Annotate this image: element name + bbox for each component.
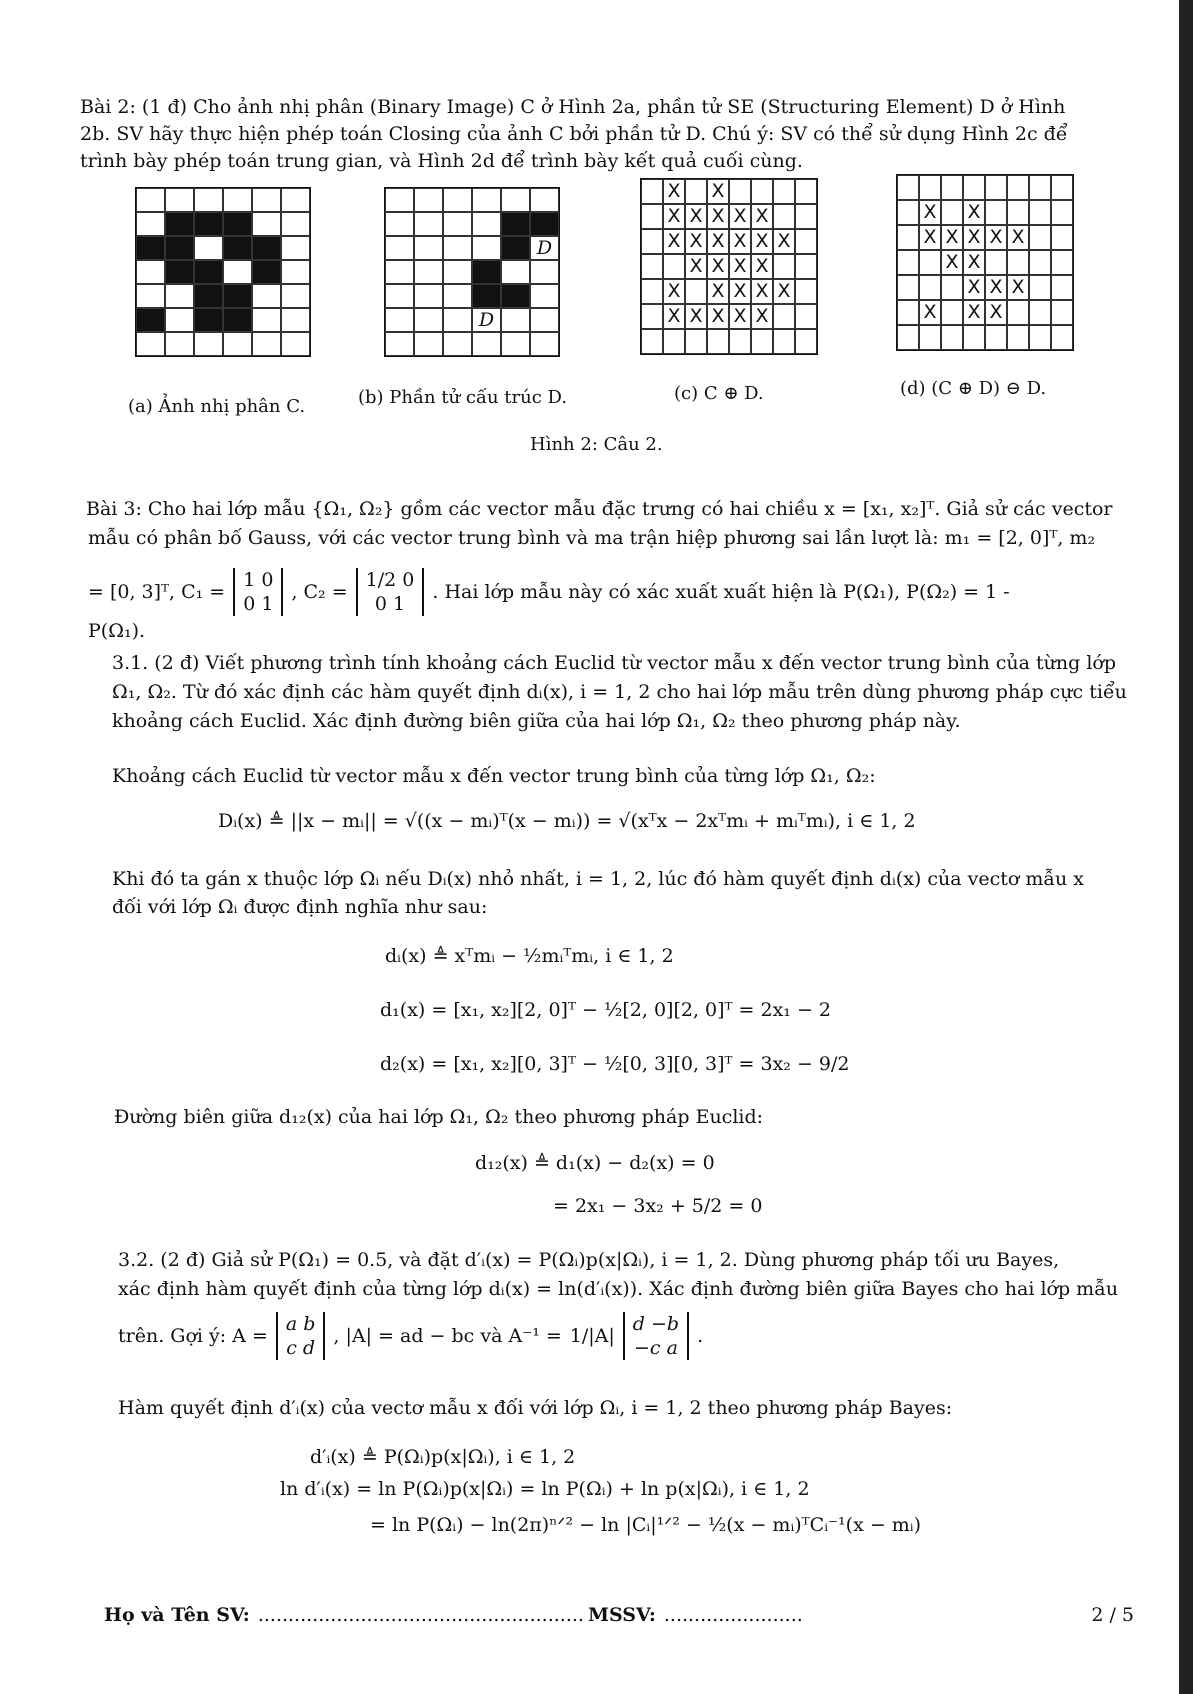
grid-d-cell (897, 325, 919, 350)
grid-c-cell (773, 304, 795, 329)
grid-c-cell: X (685, 204, 707, 229)
grid-a-cell (136, 332, 165, 356)
grid-c-cell (795, 179, 817, 204)
grid-d-cell (985, 325, 1007, 350)
bai3-line3-post: . Hai lớp mẫu này có xác xuất xuất hiện là P(Ω₁), P(Ω₂) = 1 - (432, 580, 1010, 603)
grid-d-cell (897, 200, 919, 225)
grid-a-cell (281, 284, 310, 308)
grid-b-cell (443, 332, 472, 356)
grid-c-cell (663, 329, 685, 354)
grid-d-cell (1051, 225, 1073, 250)
grid-d-cell (1029, 175, 1051, 200)
grid-c-cell (795, 304, 817, 329)
grid-c-cell (685, 179, 707, 204)
matrix-hint-inverse-row2: −c a (633, 1337, 678, 1359)
grid-b-cell (414, 284, 443, 308)
grid-c-cell: X (663, 179, 685, 204)
grid-a-cell (223, 284, 252, 308)
q31-line2: Ω₁, Ω₂. Từ đó xác định các hàm quyết định dᵢ(x), i = 1, 2 cho hai lớp mẫu trên dùng phương pháp cực tiểu (112, 681, 1127, 703)
grid-c-cell: X (685, 229, 707, 254)
grid-c-cell (773, 204, 795, 229)
grid-c-cell: X (751, 279, 773, 304)
grid-b-cell (530, 308, 559, 332)
grid-b-cell (530, 332, 559, 356)
grid-d-cell (897, 250, 919, 275)
grid-a-cell (252, 308, 281, 332)
grid-b-cell (385, 308, 414, 332)
figure-d-closing-grid (896, 174, 1074, 351)
grid-c-cell: X (663, 304, 685, 329)
matrix-c1-row1: 1 0 (243, 569, 274, 591)
grid-d-cell (1029, 300, 1051, 325)
grid-c-cell: X (751, 254, 773, 279)
grid-d-cell (1029, 200, 1051, 225)
grid-b-cell (501, 332, 530, 356)
grid-c-cell (751, 179, 773, 204)
grid-d-cell (941, 325, 963, 350)
footer (104, 1604, 1144, 1626)
figure-c-dilation-grid (640, 178, 818, 355)
grid-d-cell: X (919, 225, 941, 250)
grid-c-cell: X (707, 204, 729, 229)
grid-b-cell (530, 188, 559, 212)
equation-d12: d₁₂(x) ≜ d₁(x) − d₂(x) = 0 (475, 1152, 715, 1174)
figure-a-binary-image-grid (135, 187, 311, 357)
grid-c-cell: X (663, 279, 685, 304)
grid-c-cell (663, 254, 685, 279)
grid-a-cell (194, 188, 223, 212)
grid-a-cell (136, 284, 165, 308)
grid-b-cell (414, 236, 443, 260)
matrix-c2-row2: 0 1 (374, 593, 406, 615)
grid-a-cell (281, 332, 310, 356)
grid-a-cell (252, 188, 281, 212)
grid-b-cell (385, 332, 414, 356)
grid-d-cell: X (985, 300, 1007, 325)
grid-c-cell (729, 179, 751, 204)
grid-b-cell (414, 332, 443, 356)
grid-d-cell (1007, 200, 1029, 225)
grid-d-cell (963, 175, 985, 200)
grid-d-cell (919, 325, 941, 350)
grid-b-label-d-bottom: D (472, 308, 501, 332)
bai3-line1: Bài 3: Cho hai lớp mẫu {Ω₁, Ω₂} gồm các vector mẫu đặc trưng có hai chiều x = [x₁, x₂]ᵀ. Giả sử các vector (86, 498, 1113, 520)
grid-c-cell: X (729, 229, 751, 254)
grid-b-cell (443, 188, 472, 212)
answer-euclid-intro: Khoảng cách Euclid từ vector mẫu x đến vector trung bình của từng lớp Ω₁, Ω₂: (112, 765, 876, 787)
grid-b-cell (530, 212, 559, 236)
equation-bayes-1: d′ᵢ(x) ≜ P(Ωᵢ)p(x|Ωᵢ), i ∈ 1, 2 (310, 1446, 576, 1468)
grid-d-cell: X (919, 200, 941, 225)
matrix-c2-row1: 1/2 0 (365, 569, 415, 591)
grid-d-cell (985, 200, 1007, 225)
grid-b-cell (501, 188, 530, 212)
grid-a-cell (223, 188, 252, 212)
grid-d-cell (1051, 300, 1073, 325)
grid-a-cell (136, 188, 165, 212)
grid-d-cell (1007, 250, 1029, 275)
grid-d-cell (1051, 325, 1073, 350)
grid-b-cell (414, 308, 443, 332)
footer-mssv-label: MSSV: (587, 1604, 656, 1626)
grid-d-cell (1029, 225, 1051, 250)
grid-b-cell (501, 308, 530, 332)
grid-c-cell (751, 329, 773, 354)
grid-a-cell (136, 236, 165, 260)
grid-a-cell (223, 332, 252, 356)
grid-a-cell (252, 260, 281, 284)
grid-d-cell (941, 175, 963, 200)
grid-d-cell: X (941, 250, 963, 275)
bai3-line3 (88, 564, 1128, 620)
grid-b-cell (414, 260, 443, 284)
grid-a-cell (194, 284, 223, 308)
grid-a-cell (252, 236, 281, 260)
grid-c-cell (641, 254, 663, 279)
grid-d-cell (1029, 275, 1051, 300)
grid-c-cell: X (773, 229, 795, 254)
caption-d: (d) (C ⊕ D) ⊖ D. (900, 378, 1047, 399)
grid-c-cell: X (685, 304, 707, 329)
grid-d-cell: X (963, 200, 985, 225)
grid-a-cell (223, 260, 252, 284)
grid-b-cell (501, 260, 530, 284)
grid-b-cell (472, 284, 501, 308)
grid-a-cell (194, 332, 223, 356)
grid-d-cell (985, 175, 1007, 200)
grid-b-cell (530, 284, 559, 308)
grid-b-cell (501, 284, 530, 308)
grid-a-cell (194, 212, 223, 236)
answer-decision-line2: đối với lớp Ωᵢ được định nghĩa như sau: (112, 896, 488, 918)
grid-a-cell (136, 212, 165, 236)
matrix-hint-inverse (623, 1312, 689, 1360)
grid-b-cell (472, 212, 501, 236)
grid-d-cell (919, 250, 941, 275)
grid-c-cell (641, 179, 663, 204)
caption-b: (b) Phần tử cấu trúc D. (358, 387, 568, 408)
grid-b-cell (443, 236, 472, 260)
caption-c: (c) C ⊕ D. (674, 383, 764, 404)
matrix-hint-a-row2: c d (286, 1337, 316, 1359)
grid-d-cell: X (941, 225, 963, 250)
grid-d-cell: X (963, 250, 985, 275)
grid-a-cell (136, 308, 165, 332)
answer-boundary-intro: Đường biên giữa d₁₂(x) của hai lớp Ω₁, Ω₂ theo phương pháp Euclid: (114, 1106, 764, 1128)
grid-b-cell (472, 332, 501, 356)
answer-bayes-intro: Hàm quyết định d′ᵢ(x) của vectơ mẫu x đối với lớp Ωᵢ, i = 1, 2 theo phương pháp Bayes: (118, 1397, 953, 1419)
grid-c-cell (729, 329, 751, 354)
grid-b-cell (443, 308, 472, 332)
footer-name-label: Họ và Tên SV: (104, 1604, 250, 1626)
matrix-hint-a (276, 1312, 326, 1360)
q32-line1: 3.2. (2 đ) Giả sử P(Ω₁) = 0.5, và đặt d′ᵢ(x) = P(Ωᵢ)p(x|Ωᵢ), i = 1, 2. Dùng phương pháp tối ưu Bayes, (118, 1249, 1060, 1271)
grid-c-cell (641, 229, 663, 254)
matrix-hint-inverse-row1: d −b (632, 1313, 680, 1335)
grid-b-cell (414, 188, 443, 212)
grid-c-cell (685, 279, 707, 304)
grid-a-cell (165, 284, 194, 308)
figure-b-structuring-element-grid (384, 187, 560, 357)
matrix-c1-row2: 0 1 (243, 593, 274, 615)
grid-c-cell (641, 329, 663, 354)
grid-b-cell (472, 188, 501, 212)
grid-a-cell (165, 188, 194, 212)
grid-d-cell (1051, 200, 1073, 225)
bai2-line2: 2b. SV hãy thực hiện phép toán Closing của ảnh C bởi phần tử D. Chú ý: SV có thể sử dụng Hình 2c để (80, 123, 1068, 145)
equation-d1: d₁(x) = [x₁, x₂][2, 0]ᵀ − ½[2, 0][2, 0]ᵀ = 2x₁ − 2 (380, 999, 832, 1021)
grid-a-cell (252, 284, 281, 308)
grid-a-cell (223, 212, 252, 236)
grid-b-cell (443, 212, 472, 236)
grid-b-cell (385, 284, 414, 308)
grid-a-cell (252, 212, 281, 236)
grid-d-cell: X (963, 225, 985, 250)
bai3-line2: mẫu có phân bố Gauss, với các vector trung bình và ma trận hiệp phương sai lần lượt là: m₁ = [2, 0]ᵀ, m₂ (88, 527, 1096, 549)
grid-c-cell (641, 304, 663, 329)
bai2-line1: Bài 2: (1 đ) Cho ảnh nhị phân (Binary Image) C ở Hình 2a, phần tử SE (Structuring Element) D ở Hình (80, 96, 1066, 118)
bai3-line3-pre: = [0, 3]ᵀ, C₁ = (88, 580, 226, 603)
grid-c-cell (795, 254, 817, 279)
bai2-line3: trình bày phép toán trung gian, và Hình 2d để trình bày kết quả cuối cùng. (80, 150, 803, 172)
grid-d-cell (919, 175, 941, 200)
grid-a-cell (194, 308, 223, 332)
grid-d-cell: X (985, 275, 1007, 300)
grid-c-cell: X (685, 254, 707, 279)
grid-d-cell: X (1007, 275, 1029, 300)
grid-d-cell (1051, 275, 1073, 300)
grid-d-cell (985, 250, 1007, 275)
grid-d-cell: X (963, 300, 985, 325)
grid-b-cell (443, 260, 472, 284)
grid-d-cell: X (985, 225, 1007, 250)
grid-c-cell: X (729, 279, 751, 304)
grid-d-cell (941, 300, 963, 325)
grid-b-cell (385, 260, 414, 284)
grid-b-cell (385, 188, 414, 212)
equation-d12-result: = 2x₁ − 3x₂ + 5/2 = 0 (553, 1195, 763, 1217)
grid-b-cell (414, 212, 443, 236)
grid-c-cell (795, 229, 817, 254)
grid-c-cell (707, 329, 729, 354)
grid-b-cell (501, 236, 530, 260)
grid-b-cell (385, 212, 414, 236)
q32-line3-post: . (697, 1324, 704, 1347)
grid-c-cell: X (707, 279, 729, 304)
equation-euclid-distance: Dᵢ(x) ≜ ||x − mᵢ|| = √((x − mᵢ)ᵀ(x − mᵢ)) = √(xᵀx − 2xᵀmᵢ + mᵢᵀmᵢ), i ∈ 1, 2 (218, 810, 916, 832)
scan-edge-bar (1179, 0, 1193, 1694)
grid-a-cell (281, 308, 310, 332)
grid-a-cell (136, 260, 165, 284)
grid-d-cell: X (919, 300, 941, 325)
grid-a-cell (223, 308, 252, 332)
grid-d-cell (919, 275, 941, 300)
grid-c-cell (773, 254, 795, 279)
footer-mssv-field[interactable]: ....................... (663, 1604, 803, 1626)
grid-d-cell (1029, 250, 1051, 275)
grid-b-cell (530, 260, 559, 284)
grid-b-cell (501, 212, 530, 236)
grid-a-cell (165, 332, 194, 356)
grid-a-cell (281, 212, 310, 236)
grid-b-cell (385, 236, 414, 260)
grid-b-cell (472, 260, 501, 284)
grid-d-cell (1051, 175, 1073, 200)
bai3-line3-mid: , C₂ = (291, 580, 348, 603)
q32-line3 (118, 1308, 703, 1364)
grid-c-cell (795, 329, 817, 354)
hint-inverse-fraction: 1/|A| (569, 1324, 615, 1347)
grid-a-cell (281, 236, 310, 260)
grid-a-cell (194, 260, 223, 284)
grid-d-cell (1007, 175, 1029, 200)
grid-a-cell (252, 332, 281, 356)
grid-c-cell: X (663, 229, 685, 254)
grid-c-cell: X (707, 304, 729, 329)
q32-line3-pre: trên. Gợi ý: A = (118, 1324, 268, 1347)
grid-c-cell: X (729, 204, 751, 229)
grid-a-cell (223, 236, 252, 260)
grid-d-cell (1051, 250, 1073, 275)
grid-c-cell (795, 204, 817, 229)
bai3-line4: P(Ω₁). (88, 620, 146, 642)
grid-a-cell (165, 212, 194, 236)
grid-c-cell (773, 179, 795, 204)
matrix-c1 (233, 568, 283, 616)
q31-line1: 3.1. (2 đ) Viết phương trình tính khoảng cách Euclid từ vector mẫu x đến vector trung bình của từng lớp (112, 652, 1117, 674)
equation-bayes-2: ln d′ᵢ(x) = ln P(Ωᵢ)p(x|Ωᵢ) = ln P(Ωᵢ) + ln p(x|Ωᵢ), i ∈ 1, 2 (280, 1478, 810, 1500)
caption-a: (a) Ảnh nhị phân C. (128, 396, 306, 417)
grid-c-cell (795, 279, 817, 304)
grid-a-cell (165, 236, 194, 260)
grid-c-cell: X (707, 229, 729, 254)
grid-c-cell: X (663, 204, 685, 229)
equation-d2: d₂(x) = [x₁, x₂][0, 3]ᵀ − ½[0, 3][0, 3]ᵀ = 3x₂ − 9/2 (380, 1053, 850, 1075)
q32-line2: xác định hàm quyết định của từng lớp dᵢ(x) = ln(d′ᵢ(x)). Xác định đường biên giữa Bayes cho hai lớp mẫu (118, 1278, 1119, 1300)
grid-d-cell (1029, 325, 1051, 350)
equation-bayes-3: = ln P(Ωᵢ) − ln(2π)ⁿᐟ² − ln |Cᵢ|¹ᐟ² − ½(x − mᵢ)ᵀCᵢ⁻¹(x − mᵢ) (370, 1514, 922, 1536)
grid-d-cell (1007, 325, 1029, 350)
grid-d-cell (941, 200, 963, 225)
grid-a-cell (165, 260, 194, 284)
grid-c-cell: X (729, 304, 751, 329)
grid-d-cell (1007, 300, 1029, 325)
grid-d-cell (897, 275, 919, 300)
grid-a-cell (194, 236, 223, 260)
grid-d-cell: X (963, 275, 985, 300)
grid-d-cell (963, 325, 985, 350)
footer-name-field[interactable]: ...................................................... (257, 1604, 584, 1626)
q31-line3: khoảng cách Euclid. Xác định đường biên giữa của hai lớp Ω₁, Ω₂ theo phương pháp này. (112, 710, 961, 732)
grid-a-cell (281, 188, 310, 212)
grid-c-cell: X (773, 279, 795, 304)
grid-b-cell (472, 236, 501, 260)
grid-c-cell: X (707, 179, 729, 204)
page-number: 2 / 5 (1091, 1604, 1134, 1626)
grid-c-cell: X (751, 304, 773, 329)
grid-b-label-d-top: D (530, 236, 559, 260)
grid-a-cell (281, 260, 310, 284)
grid-c-cell: X (751, 204, 773, 229)
q32-line3-mid: , |A| = ad − bc và A⁻¹ = (333, 1324, 562, 1347)
equation-di: dᵢ(x) ≜ xᵀmᵢ − ½mᵢᵀmᵢ, i ∈ 1, 2 (385, 945, 674, 967)
grid-c-cell (641, 204, 663, 229)
grid-c-cell (685, 329, 707, 354)
grid-c-cell: X (729, 254, 751, 279)
grid-b-cell (443, 284, 472, 308)
grid-d-cell (941, 275, 963, 300)
grid-d-cell: X (1007, 225, 1029, 250)
matrix-hint-a-row1: a b (285, 1313, 316, 1335)
grid-c-cell (773, 329, 795, 354)
matrix-c2 (356, 568, 425, 616)
grid-d-cell (897, 300, 919, 325)
grid-d-cell (897, 175, 919, 200)
grid-d-cell (897, 225, 919, 250)
grid-c-cell: X (707, 254, 729, 279)
grid-c-cell (641, 279, 663, 304)
grid-a-cell (165, 308, 194, 332)
grid-c-cell: X (751, 229, 773, 254)
figure-caption: Hình 2: Câu 2. (530, 434, 663, 455)
answer-decision-line1: Khi đó ta gán x thuộc lớp Ωᵢ nếu Dᵢ(x) nhỏ nhất, i = 1, 2, lúc đó hàm quyết định dᵢ(x) của vectơ mẫu x (112, 868, 1085, 890)
